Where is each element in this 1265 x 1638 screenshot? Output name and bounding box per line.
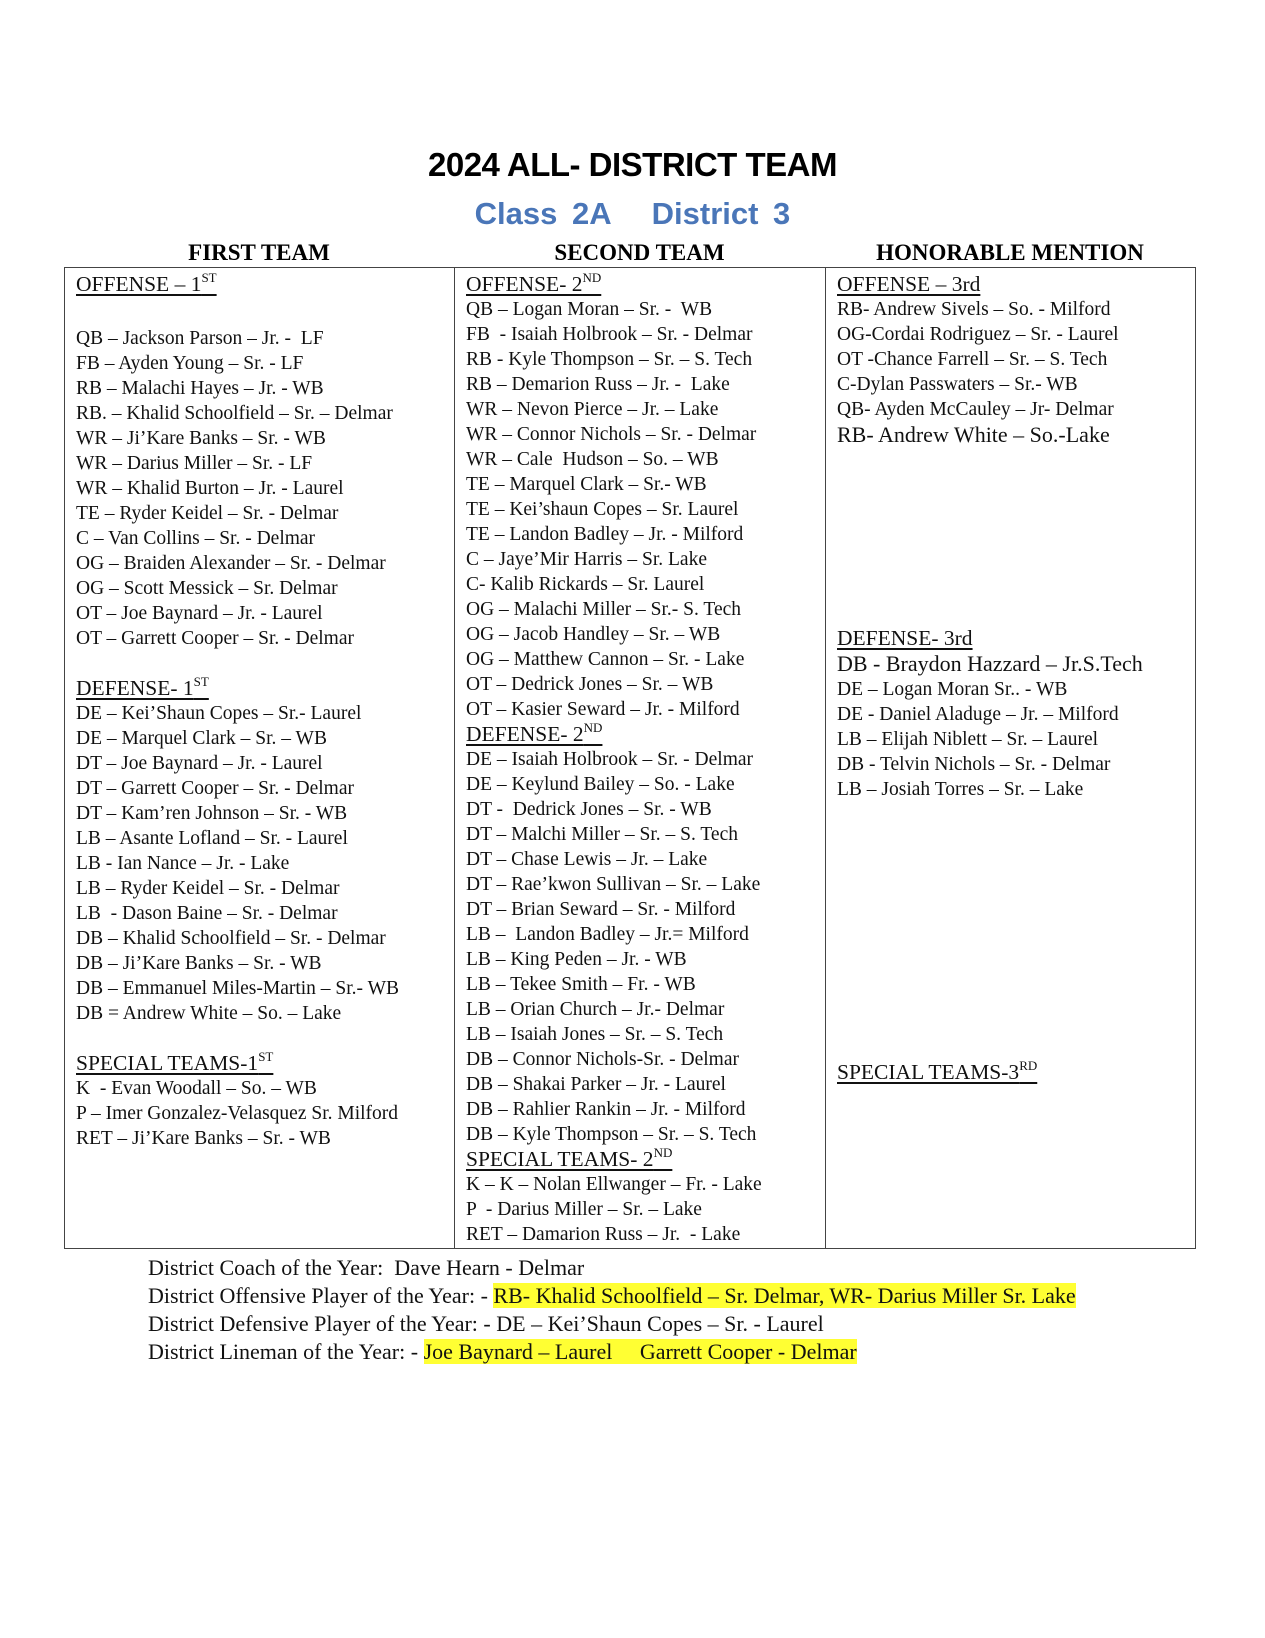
player-entry: DB – Rahlier Rankin – Jr. - Milford: [466, 1099, 746, 1120]
section-title-defense-1st: DEFENSE- 1ST: [76, 674, 209, 700]
player-entry: LB – Orian Church – Jr.- Delmar: [466, 999, 725, 1020]
player-entry: DB – Emmanuel Miles-Martin – Sr.- WB: [76, 978, 399, 999]
first-team-offense-list: [76, 326, 454, 651]
player-entry: OT – Kasier Seward – Jr. - Milford: [466, 699, 740, 720]
honorable-mention-column: [826, 268, 1195, 1248]
player-entry: QB – Logan Moran – Sr. - WB: [466, 299, 713, 320]
player-entry: RB – Malachi Hayes – Jr. - WB: [76, 378, 324, 399]
player-entry: WR – Nevon Pierce – Jr. – Lake: [466, 399, 719, 420]
player-entry: TE – Marquel Clark – Sr.- WB: [466, 474, 707, 495]
player-entry: LB - Ian Nance – Jr. - Lake: [76, 853, 290, 874]
player-entry: WR – Cale Hudson – So. – WB: [466, 449, 719, 470]
section-title-special-teams-3rd: SPECIAL TEAMS-3RD: [837, 1058, 1038, 1084]
player-entry: WR – Ji’Kare Banks – Sr. - WB: [76, 428, 326, 449]
player-entry: RET – Ji’Kare Banks – Sr. - WB: [76, 1128, 331, 1149]
player-entry: K – K – Nolan Ellwanger – Fr. - Lake: [466, 1174, 762, 1195]
all-district-table: [64, 267, 1196, 1249]
player-entry: QB- Ayden McCauley – Jr- Delmar: [837, 399, 1114, 420]
section-title-offense-2nd: OFFENSE- 2ND: [466, 270, 602, 296]
column-header-second-team: SECOND TEAM: [554, 240, 725, 265]
player-entry: LB – Isaiah Jones – Sr. – S. Tech: [466, 1024, 724, 1045]
player-entry: OT – Joe Baynard – Jr. - Laurel: [76, 603, 323, 624]
section-title-special-teams-2nd: SPECIAL TEAMS- 2ND: [466, 1145, 673, 1171]
player-entry: DB - Braydon Hazzard – Jr.S.Tech: [837, 651, 1143, 676]
player-entry: LB – Josiah Torres – Sr. – Lake: [837, 779, 1084, 800]
player-entry: WR – Khalid Burton – Jr. - Laurel: [76, 478, 344, 499]
player-entry: DT – Malchi Miller – Sr. – S. Tech: [466, 824, 738, 845]
district-awards: [148, 1254, 1076, 1366]
player-entry: RB - Kyle Thompson – Sr. – S. Tech: [466, 349, 753, 370]
player-entry: WR – Darius Miller – Sr. - LF: [76, 453, 313, 474]
player-entry: LB – King Peden – Jr. - WB: [466, 949, 687, 970]
award-coach-of-year: District Coach of the Year: Dave Hearn - Delmar: [148, 1255, 585, 1280]
district-label: District 3: [651, 196, 791, 231]
player-entry: DT – Garrett Cooper – Sr. - Delmar: [76, 778, 354, 799]
player-entry: DB – Connor Nichols-Sr. - Delmar: [466, 1049, 739, 1070]
player-entry: WR – Connor Nichols – Sr. - Delmar: [466, 424, 757, 445]
first-team-defense-list: [76, 701, 454, 1026]
second-team-column: [455, 268, 826, 1248]
player-entry: DT – Rae’kwon Sullivan – Sr. – Lake: [466, 874, 761, 895]
first-team-column: [65, 268, 455, 1248]
player-entry: C – Van Collins – Sr. - Delmar: [76, 528, 316, 549]
player-entry: QB – Jackson Parson – Jr. - LF: [76, 328, 324, 349]
highlighted-value: Joe Baynard – Laurel Garrett Cooper - Delmar: [423, 1339, 857, 1364]
award-offensive-player-of-year: District Offensive Player of the Year: - RB- Khalid Schoolfield – Sr. Delmar, WR- Darius Miller Sr. Lake: [148, 1283, 1076, 1308]
player-entry: RB- Andrew Sivels – So. - Milford: [837, 299, 1111, 320]
player-entry: DT – Chase Lewis – Jr. – Lake: [466, 849, 708, 870]
section-title-defense-3rd: DEFENSE- 3rd: [837, 626, 973, 650]
player-entry: DT – Brian Seward – Sr. - Milford: [466, 899, 736, 920]
player-entry: LB – Landon Badley – Jr.= Milford: [466, 924, 749, 945]
player-entry: DE – Marquel Clark – Sr. – WB: [76, 728, 327, 749]
player-entry: DB – Shakai Parker – Jr. - Laurel: [466, 1074, 726, 1095]
column-header-honorable-mention: HONORABLE MENTION: [876, 240, 1144, 265]
player-entry: DT – Joe Baynard – Jr. - Laurel: [76, 753, 323, 774]
player-entry: OG – Braiden Alexander – Sr. - Delmar: [76, 553, 386, 574]
honorable-defense-list: [837, 651, 1195, 802]
player-entry: LB – Tekee Smith – Fr. - WB: [466, 974, 696, 995]
player-entry: DE - Daniel Aladuge – Jr. – Milford: [837, 704, 1119, 725]
second-team-offense-list: [466, 297, 825, 722]
player-entry: DT – Kam’ren Johnson – Sr. - WB: [76, 803, 348, 824]
section-title-special-teams-1st: SPECIAL TEAMS-1ST: [76, 1049, 274, 1075]
award-defensive-player-of-year: District Defensive Player of the Year: - DE – Kei’Shaun Copes – Sr. - Laurel: [148, 1311, 824, 1336]
player-entry: OG – Jacob Handley – Sr. – WB: [466, 624, 721, 645]
section-title-offense-1st: OFFENSE – 1ST: [76, 270, 217, 296]
class-label: Class 2A: [474, 196, 612, 231]
player-entry: TE – Landon Badley – Jr. - Milford: [466, 524, 744, 545]
section-title-defense-2nd: DEFENSE- 2ND: [466, 720, 603, 746]
first-team-special-list: [76, 1076, 454, 1151]
honorable-offense-list: [837, 297, 1195, 448]
player-entry: LB – Ryder Keidel – Sr. - Delmar: [76, 878, 340, 899]
player-entry: K - Evan Woodall – So. – WB: [76, 1078, 317, 1099]
player-entry: DB – Ji’Kare Banks – Sr. - WB: [76, 953, 322, 974]
player-entry: P - Darius Miller – Sr. – Lake: [466, 1199, 702, 1220]
player-entry: DE – Keylund Bailey – So. - Lake: [466, 774, 735, 795]
second-team-special-list: [466, 1172, 825, 1247]
player-entry: RB. – Khalid Schoolfield – Sr. – Delmar: [76, 403, 393, 424]
player-entry: TE – Ryder Keidel – Sr. - Delmar: [76, 503, 339, 524]
player-entry: DE – Isaiah Holbrook – Sr. - Delmar: [466, 749, 754, 770]
player-entry: DB – Kyle Thompson – Sr. – S. Tech: [466, 1124, 757, 1145]
player-entry: DB = Andrew White – So. – Lake: [76, 1003, 342, 1024]
player-entry: C- Kalib Rickards – Sr. Laurel: [466, 574, 705, 595]
player-entry: RB- Andrew White – So.-Lake: [837, 422, 1110, 447]
player-entry: OT -Chance Farrell – Sr. – S. Tech: [837, 349, 1108, 370]
page-subtitle: [0, 196, 1265, 232]
player-entry: TE – Kei’shaun Copes – Sr. Laurel: [466, 499, 739, 520]
player-entry: C – Jaye’Mir Harris – Sr. Lake: [466, 549, 707, 570]
player-entry: RET – Damarion Russ – Jr. - Lake: [466, 1224, 741, 1245]
player-entry: DT - Dedrick Jones – Sr. - WB: [466, 799, 712, 820]
player-entry: DE – Logan Moran Sr.. - WB: [837, 679, 1068, 700]
column-header-first-team: FIRST TEAM: [188, 240, 330, 265]
player-entry: DB – Khalid Schoolfield – Sr. - Delmar: [76, 928, 386, 949]
player-entry: RB – Demarion Russ – Jr. - Lake: [466, 374, 730, 395]
player-entry: FB – Ayden Young – Sr. - LF: [76, 353, 304, 374]
second-team-defense-list: [466, 747, 825, 1147]
player-entry: OG – Matthew Cannon – Sr. - Lake: [466, 649, 745, 670]
player-entry: FB - Isaiah Holbrook – Sr. - Delmar: [466, 324, 753, 345]
player-entry: OG-Cordai Rodriguez – Sr. - Laurel: [837, 324, 1119, 345]
player-entry: OT – Dedrick Jones – Sr. – WB: [466, 674, 714, 695]
highlighted-value: RB- Khalid Schoolfield – Sr. Delmar, WR- Darius Miller Sr. Lake: [493, 1283, 1076, 1308]
page-title: 2024 ALL- DISTRICT TEAM: [428, 146, 837, 183]
section-title-offense-3rd: OFFENSE – 3rd: [837, 272, 981, 296]
player-entry: DB - Telvin Nichols – Sr. - Delmar: [837, 754, 1111, 775]
player-entry: C-Dylan Passwaters – Sr.- WB: [837, 374, 1078, 395]
player-entry: DE – Kei’Shaun Copes – Sr.- Laurel: [76, 703, 362, 724]
player-entry: LB – Asante Lofland – Sr. - Laurel: [76, 828, 348, 849]
player-entry: OG – Malachi Miller – Sr.- S. Tech: [466, 599, 742, 620]
player-entry: OG – Scott Messick – Sr. Delmar: [76, 578, 338, 599]
player-entry: P – Imer Gonzalez-Velasquez Sr. Milford: [76, 1103, 399, 1124]
player-entry: LB – Elijah Niblett – Sr. – Laurel: [837, 729, 1099, 750]
award-lineman-of-year: District Lineman of the Year: - Joe Baynard – Laurel Garrett Cooper - Delmar: [148, 1339, 857, 1364]
player-entry: LB - Dason Baine – Sr. - Delmar: [76, 903, 338, 924]
player-entry: OT – Garrett Cooper – Sr. - Delmar: [76, 628, 354, 649]
